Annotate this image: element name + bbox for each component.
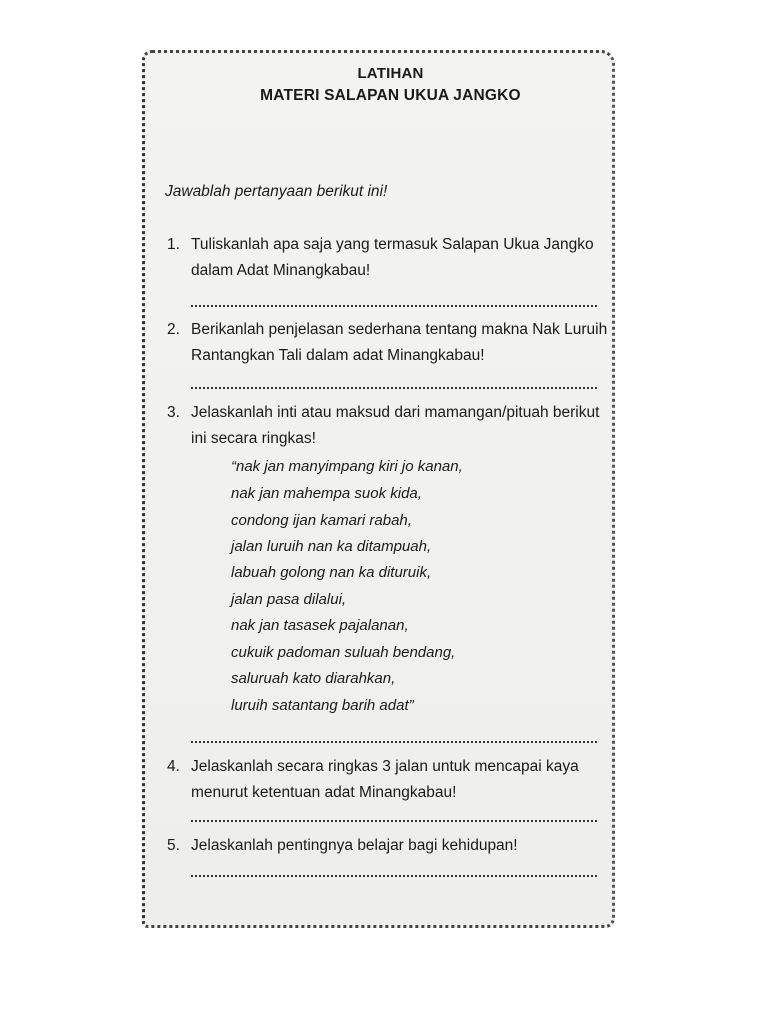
worksheet-subtitle: MATERI SALAPAN UKUA JANGKO: [260, 87, 521, 104]
worksheet-page: [142, 50, 615, 928]
poem-line: cukuik padoman suluah bendang,: [231, 644, 456, 661]
poem-line: luruih satantang barih adat”: [231, 697, 414, 714]
poem-line: nak jan tasasek pajalanan,: [231, 617, 409, 634]
question-5-line-1: Jelaskanlah pentingnya belajar bagi kehidupan!: [191, 837, 518, 854]
poem-line: “nak jan manyimpang kiri jo kanan,: [231, 458, 463, 475]
question-2-line-2: Rantangkan Tali dalam adat Minangkabau!: [191, 347, 485, 364]
answer-line-4[interactable]: [191, 820, 597, 822]
poem-line: nak jan mahempa suok kida,: [231, 485, 422, 502]
question-4-line-1: Jelaskanlah secara ringkas 3 jalan untuk mencapai kaya: [191, 758, 579, 775]
poem-line: jalan pasa dilalui,: [231, 591, 347, 608]
question-5-number: 5.: [167, 837, 180, 854]
answer-line-5[interactable]: [191, 875, 597, 877]
poem-line: jalan luruih nan ka ditampuah,: [231, 538, 432, 555]
answer-line-3[interactable]: [191, 741, 597, 743]
question-2-line-1: Berikanlah penjelasan sederhana tentang makna Nak Luruih: [191, 321, 608, 338]
question-1-line-2: dalam Adat Minangkabau!: [191, 262, 371, 279]
instruction-text: Jawablah pertanyaan berikut ini!: [165, 183, 388, 200]
poem-line: condong ijan kamari rabah,: [231, 512, 412, 529]
question-3-number: 3.: [167, 404, 180, 421]
question-1-number: 1.: [167, 236, 180, 253]
question-1-text-1: Tuliskanlah apa saja yang termasuk Salapan Ukua Jangko: [191, 236, 594, 253]
question-4-line-2: menurut ketentuan adat Minangkabau!: [191, 784, 457, 801]
poem-line: labuah golong nan ka dituruik,: [231, 564, 432, 581]
question-4-number: 4.: [167, 758, 180, 775]
question-2-number: 2.: [167, 321, 180, 338]
question-1-line-1: [191, 236, 594, 254]
poem-line: saluruah kato diarahkan,: [231, 670, 396, 687]
worksheet-title: LATIHAN: [357, 65, 424, 82]
answer-line-2[interactable]: [191, 387, 597, 389]
question-3-line-2: ini secara ringkas!: [191, 430, 316, 447]
answer-line-1[interactable]: [191, 305, 597, 307]
question-3-line-1: Jelaskanlah inti atau maksud dari mamangan/pituah berikut: [191, 404, 600, 421]
